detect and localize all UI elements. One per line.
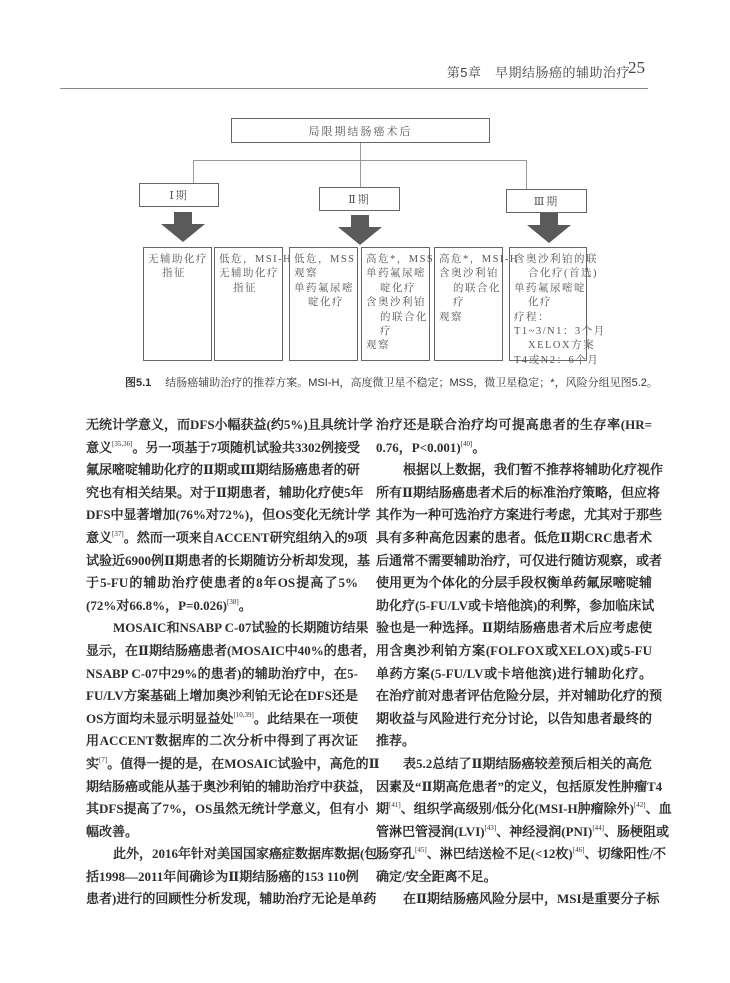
text-segment: 此外，2016年针对美国国家癌症数据库数据(包 (113, 846, 378, 862)
treatment-line: T4或N2：6个月 (514, 354, 600, 366)
text-segment: 验也是一种选择。Ⅱ期结肠癌患者术后应考虑使 (376, 620, 652, 636)
text-line (376, 414, 652, 437)
treatment-line: 含奥沙利铂的联 (514, 254, 598, 265)
text-segment: 究也有相关结果。对于Ⅱ期患者，辅助化疗使5年 (86, 484, 364, 500)
connector-line (360, 160, 361, 187)
text-segment: OS方面均未显示明显益处 (86, 710, 234, 726)
text-segment: 无统计学意义，而DFS小幅获益(约5%)且具统计学 (86, 417, 373, 432)
citation-reference: [35,36] (112, 439, 133, 448)
treatment-line: 化疗 (528, 297, 552, 309)
text-segment: 实 (86, 755, 100, 771)
treatment-line: T1~3/N1：3个月 (514, 326, 606, 338)
text-segment: 治疗还是联合治疗均可提高患者的生存率(HR= (376, 417, 652, 432)
caption-label: 图5.1 (125, 377, 152, 389)
text-line (376, 459, 664, 482)
paragraph (376, 414, 652, 459)
body-column-left (86, 414, 380, 911)
text-line (376, 527, 652, 550)
text-segment: 。值得一提的是，在MOSAIC试验中，高危的Ⅱ (107, 755, 380, 771)
stage-box-2 (319, 187, 400, 211)
text-segment: 所有Ⅱ期结肠癌患者术后的标准治疗策略，但应将 (376, 484, 660, 500)
text-segment: 根据以上数据，我们暂不推荐将辅助化疗视作 (403, 462, 664, 478)
text-line (86, 843, 378, 866)
text-segment: 。 (238, 597, 252, 613)
text-segment: 、血 (645, 801, 672, 817)
text-line (376, 843, 667, 866)
text-segment: DFS中显著增加(76%对72%)，但OS变化无统计学 (86, 507, 371, 523)
text-line (86, 730, 358, 753)
citation-reference: [38] (227, 597, 239, 606)
treatment-line: XELOX方案 (528, 340, 596, 352)
text-segment: 。 (472, 439, 486, 455)
text-line (86, 821, 358, 844)
text-segment: 用含奥沙利铂方案(FOLFOX或XELOX)或5-FU (376, 642, 652, 658)
text-segment: 其DFS提高了7%，OS虽然无统计学意义，但有小 (86, 801, 369, 817)
connector-line (526, 160, 527, 189)
citation-reference: [46] (572, 846, 585, 855)
text-segment: 患者)进行的回顾性分析发现，辅助治疗无论是单药 (86, 891, 377, 907)
text-segment: 、切缘阳性/不 (584, 846, 667, 862)
text-segment: 助化疗(5-FU/LV或卡培他滨)的利弊，参加临床试 (376, 597, 655, 613)
flowchart-root-box (231, 118, 490, 143)
text-line (376, 550, 663, 573)
text-line (376, 730, 652, 753)
text-line (86, 708, 358, 731)
treatment-box (361, 247, 435, 361)
text-line (86, 572, 358, 595)
text-line (376, 572, 652, 595)
treatment-line: 啶化疗 (380, 282, 416, 294)
text-line (376, 640, 652, 663)
treatment-line: 啶化疗 (308, 297, 344, 309)
text-segment: 单药方案(5-FU/LV或卡培他滨)进行辅助化疗。 (376, 665, 652, 681)
text-segment: 用ACCENT数据库的二次分析中得到了再次证 (86, 733, 358, 749)
treatment-line: 观察 (294, 268, 318, 280)
paragraph (86, 843, 378, 911)
citation-reference: [37] (112, 529, 124, 538)
text-line (376, 753, 652, 776)
down-arrow-icon (527, 213, 571, 243)
text-segment: 试验近6900例Ⅱ期患者的长期随访分析却发现，基 (86, 552, 370, 568)
down-arrow-icon (161, 212, 205, 242)
text-line (376, 663, 652, 686)
text-segment: 期 (376, 801, 390, 817)
text-segment: 。然而一项来自ACCENT研究组纳入的9项 (123, 529, 368, 545)
text-segment: 、组织学高级别/低分化(MSI-H肿瘤除外) (400, 801, 634, 817)
text-line (376, 437, 652, 460)
text-segment: 在Ⅱ期结肠癌风险分层中，MSI是重要分子标 (403, 891, 660, 907)
treatment-box (509, 247, 606, 366)
stage-label: Ⅰ期 (169, 190, 189, 202)
figure-caption (125, 374, 658, 390)
text-segment: 其作为一种可选治疗方案进行考虑，尤其对于那些 (376, 507, 663, 523)
citation-reference: [7] (99, 755, 108, 764)
paragraph (376, 888, 660, 911)
citation-reference: [42] (633, 801, 646, 810)
text-segment: NSABP C-07中29%的患者)的辅助治疗中，在5- (86, 665, 358, 681)
treatment-box (434, 247, 520, 361)
treatment-line: 含奥沙利铂 (366, 297, 426, 309)
text-line (86, 459, 358, 482)
text-segment: 于5-FU的辅助治疗使患者的8年OS提高了5% (86, 575, 358, 591)
stage-box-3 (506, 189, 587, 213)
text-line (86, 776, 373, 799)
treatment-line: 的联合化 (453, 282, 501, 294)
text-segment: 0.76，P<0.001) (376, 439, 461, 455)
text-line (86, 617, 369, 640)
text-segment: 括1998—2011年间确诊为Ⅱ期结肠癌的153 110例 (86, 868, 359, 884)
citation-reference: [10,39] (233, 710, 254, 719)
treatment-line: 低危，MSS (294, 254, 356, 265)
treatment-line: 指征 (233, 282, 257, 294)
text-line (86, 798, 369, 821)
text-segment: 表5.2总结了Ⅱ期结肠癌较差预后相关的高危 (403, 755, 652, 771)
text-line (376, 866, 652, 889)
text-segment: 在治疗前对患者评估危险分层，并对辅助化疗的预 (376, 688, 663, 704)
treatment-line: 高危*，MSI-H (439, 254, 520, 265)
body-column-right (376, 414, 672, 911)
text-segment: 肠穿孔 (376, 846, 416, 862)
text-segment: 确定/安全距离不足。 (376, 868, 497, 884)
treatment-line: 无辅助化疗 (219, 268, 279, 280)
down-arrow-icon (338, 215, 382, 245)
text-line (86, 753, 380, 776)
text-segment: 显示，在Ⅱ期结肠癌患者(MOSAIC中40%的患者， (86, 642, 376, 658)
paragraph (376, 459, 664, 753)
treatment-line: 单药氟尿嘧啶 (514, 282, 586, 294)
text-line (376, 504, 663, 527)
text-line (376, 798, 672, 821)
treatment-line: 高危*，MSS (366, 254, 435, 265)
text-line (376, 821, 669, 844)
text-line (376, 595, 655, 618)
caption-text: 结肠癌辅助治疗的推荐方案。MSI-H，高度微卫星不稳定；MSS，微卫星稳定；*，风险分组见图5.2。 (165, 377, 658, 389)
paragraph (376, 753, 672, 889)
citation-reference: [41] (389, 801, 401, 810)
text-line (86, 437, 358, 460)
treatment-line: 单药氟尿嘧 (366, 268, 426, 280)
treatment-line: 含奥沙利铂 (439, 268, 499, 280)
text-segment: 幅改善。 (86, 823, 139, 839)
text-line (376, 617, 652, 640)
stage-label: Ⅱ期 (348, 194, 371, 206)
treatment-line: 指征 (162, 268, 186, 280)
text-segment: (72%对66.8%，P=0.026) (86, 597, 228, 613)
text-segment: 后通常不需要辅助治疗，可仅进行随访观察，或者 (376, 552, 663, 568)
text-line (86, 685, 358, 708)
text-segment: 、淋巴结送检不足(<12枚) (426, 846, 573, 862)
text-line (86, 888, 377, 911)
text-line (376, 685, 663, 708)
header-rule (60, 88, 648, 89)
treatment-line: 无辅助化疗 (148, 254, 208, 265)
treatment-line: 观察 (366, 340, 390, 352)
treatment-line: 合化疗(首选) (528, 268, 598, 280)
paragraph (86, 414, 373, 617)
text-line (86, 504, 371, 527)
text-segment: 。另一项基于7项随机试验共3302例接受 (132, 439, 360, 455)
connector-line (360, 143, 361, 161)
text-segment: 。此结果在一项使 (253, 710, 358, 726)
treatment-line: 的联合化 (380, 311, 428, 323)
page-number: 25 (628, 58, 645, 77)
connector-line (193, 160, 194, 183)
text-segment: 意义 (86, 529, 113, 545)
treatment-box (143, 247, 212, 361)
text-segment: 期收益与风险进行充分讨论，以告知患者最终的 (376, 710, 652, 726)
text-segment: 推荐。 (376, 733, 416, 749)
text-line (86, 866, 358, 889)
citation-reference: [40] (460, 439, 473, 448)
text-line (86, 550, 370, 573)
text-line (86, 414, 373, 437)
treatment-line: 单药氟尿嘧 (294, 282, 354, 294)
root-label: 局限期结肠癌术后 (308, 125, 413, 138)
treatment-line: 疗 (453, 297, 465, 309)
stage-box-1 (139, 183, 219, 207)
text-segment: 氟尿嘧啶辅助化疗的Ⅱ期或Ⅲ期结肠癌患者的研 (86, 462, 360, 478)
text-line (376, 776, 663, 799)
treatment-line: 疗 (380, 326, 392, 338)
text-line (376, 708, 652, 731)
text-segment: FU/LV方案基础上增加奥沙利铂无论在DFS还是 (86, 688, 358, 704)
text-segment: 期结肠癌或能从基于奥沙利铂的辅助治疗中获益， (86, 778, 373, 794)
treatment-line: 低危，MSI-H (219, 254, 293, 265)
text-segment: 管淋巴管浸润(LVI) (376, 823, 485, 839)
text-segment: MOSAIC和NSABP C-07试验的长期随访结果 (113, 620, 369, 636)
citation-reference: [44] (592, 823, 604, 832)
citation-reference: [45] (415, 846, 427, 855)
text-line (86, 595, 358, 618)
treatment-box (289, 247, 358, 361)
paragraph (86, 617, 380, 843)
stage-label: Ⅲ期 (533, 196, 560, 208)
text-line (86, 663, 358, 686)
text-segment: 意义 (86, 439, 113, 455)
text-segment: 使用更为个体化的分层手段权衡单药氟尿嘧啶辅 (376, 575, 652, 591)
text-segment: 、神经浸润(PNI) (496, 823, 593, 839)
text-segment: 因素及“Ⅱ期高危患者”的定义，包括原发性肿瘤T4 (376, 778, 663, 794)
text-line (86, 640, 376, 663)
text-line (86, 482, 364, 505)
text-line (86, 527, 368, 550)
text-line (376, 482, 660, 505)
treatment-box (214, 247, 293, 361)
treatment-line: 观察 (439, 311, 463, 323)
running-header-title: 第5章 早期结肠癌的辅助治疗 (446, 65, 630, 80)
text-segment: 、肠梗阻或 (603, 823, 669, 839)
text-segment: 具有多种高危因素的患者。低危Ⅱ期CRC患者术 (376, 529, 652, 545)
text-line (376, 888, 660, 911)
treatment-line: 疗程： (514, 311, 550, 323)
citation-reference: [43] (484, 823, 497, 832)
